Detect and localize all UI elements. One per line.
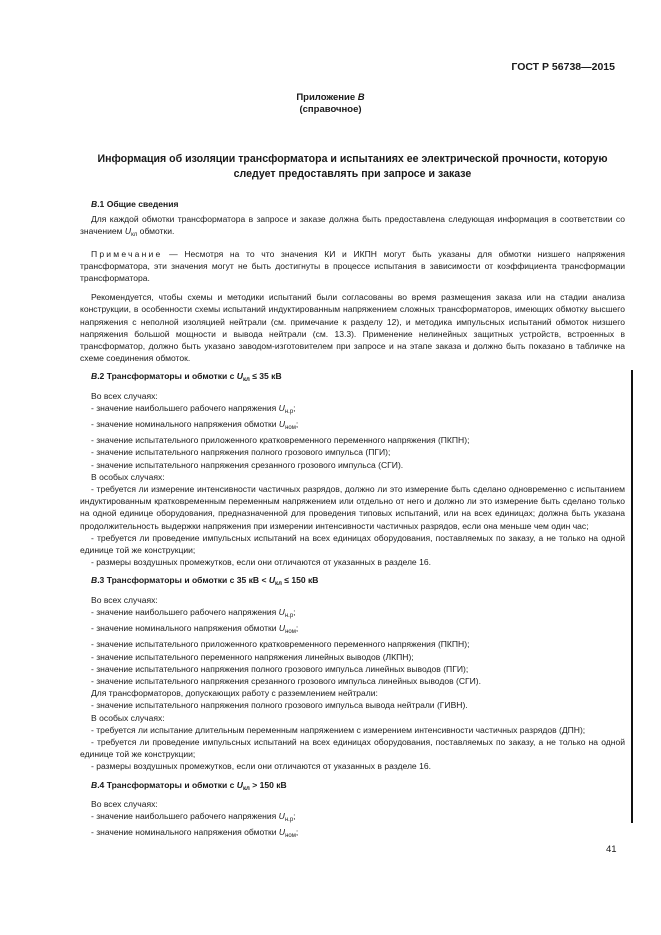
list-item bbox=[80, 810, 625, 826]
list-item bbox=[80, 606, 625, 622]
list-intro: Во всех случаях: bbox=[91, 594, 158, 605]
list-item bbox=[80, 402, 625, 418]
subscript: н.р bbox=[284, 816, 294, 823]
section-num: В bbox=[91, 779, 98, 790]
section-num: В bbox=[91, 371, 98, 382]
text: - значение номинального напряжения обмотки bbox=[91, 623, 279, 634]
text: ; bbox=[293, 810, 296, 821]
text: .2 Трансформаторы и обмотки с bbox=[97, 371, 237, 382]
list-intro: Во всех случаях: bbox=[91, 390, 158, 401]
symbol: U bbox=[278, 419, 286, 430]
change-bar bbox=[631, 370, 633, 823]
symbol: U bbox=[278, 810, 285, 821]
list-item: - значение испытательного приложенного кратковременного переменного напряжения (ПКПН); bbox=[91, 435, 470, 446]
list-item: - значение испытательного напряжения полного грозового импульса линейных выводов (ПГИ); bbox=[91, 663, 469, 674]
symbol: U bbox=[236, 779, 243, 790]
list-item: - значение испытательного напряжения полного грозового импульса вывода нейтрали (ГИВН). bbox=[91, 700, 468, 711]
section-b2-heading bbox=[80, 370, 625, 386]
text: > 150 кВ bbox=[249, 779, 287, 790]
subscript: кл bbox=[242, 377, 250, 384]
symbol: U bbox=[236, 371, 243, 382]
appendix-letter: В bbox=[357, 92, 365, 103]
text: ; bbox=[293, 606, 296, 617]
paragraph bbox=[80, 213, 625, 241]
text: ; bbox=[295, 623, 299, 634]
subscript: ном bbox=[285, 629, 296, 636]
list-item: - значение испытательного напряжения срезанного грозового импульса (СГИ). bbox=[91, 459, 404, 470]
list-intro: В особых случаях: bbox=[91, 712, 165, 723]
subscript: н.р bbox=[284, 612, 294, 619]
appendix-heading bbox=[0, 92, 661, 116]
list-item: - значение испытательного переменного напряжения линейных выводов (ЛКПН); bbox=[91, 651, 414, 662]
text: .3 Трансформаторы и обмотки с 35 кВ < bbox=[97, 575, 269, 586]
list-item: - значение испытательного напряжения срезанного грозового импульса линейных выводов (СГИ). bbox=[91, 675, 482, 686]
symbol: U bbox=[278, 827, 286, 838]
section-b4-heading bbox=[80, 779, 625, 795]
appendix-type: (справочное) bbox=[299, 104, 362, 115]
symbol: U bbox=[278, 623, 286, 634]
section-b3-heading bbox=[80, 574, 625, 590]
list-item: - значение испытательного напряжения полного грозового импульса (ПГИ); bbox=[91, 447, 391, 458]
text: - значение наибольшего рабочего напряжения bbox=[91, 606, 279, 617]
text: ≤ 150 кВ bbox=[281, 575, 319, 586]
document-header: ГОСТ Р 56738—2015 bbox=[511, 61, 615, 73]
list-item bbox=[80, 826, 625, 842]
text: - значение номинального напряжения обмотки bbox=[91, 419, 279, 430]
text: ≤ 35 кВ bbox=[249, 371, 282, 382]
list-item: - требуется ли проведение импульсных испытаний на всех единицах оборудования, поставляемых по заказу, а не только на одной единице той же конструкции; bbox=[80, 532, 625, 556]
list-item: - размеры воздушных промежутков, если они отличаются от указанных в разделе 16. bbox=[91, 761, 431, 772]
paragraph: Рекомендуется, чтобы схемы и методики испытаний были согласованы во время размещения заказа или на стадии анализа конструкции, в особенности схемы испытаний индуктированным напряжением сложных трансформаторов, имеющих обмотку высшего напряжения с неполной изоляцией нейтрали (см. примечание к разделу 12), и методика импульсных испытаний обмоток низшего напряжения большой мощности и вывода нейтрали (см. 13.3). Применение нелинейных защитных устройств, встроенных в трансформатор, должно быть указано заводом-изготовителем при запросе и на этапе заказа и должно быть показано в табличке на схеме соединения обмоток. bbox=[80, 292, 625, 364]
section-b1-heading bbox=[80, 198, 625, 210]
subscript: н.р bbox=[284, 408, 294, 415]
subscript: ном bbox=[285, 833, 296, 840]
subscript: ном bbox=[285, 425, 296, 432]
note bbox=[80, 248, 625, 285]
text: Для каждой обмотки трансформатора в запросе и заказе должна быть предоставлена следующая информация в соответствии со значением bbox=[80, 214, 625, 237]
symbol: U bbox=[124, 226, 132, 237]
text: - значение наибольшего рабочего напряжения bbox=[91, 402, 279, 413]
list-item: - размеры воздушных промежутков, если они отличаются от указанных в разделе 16. bbox=[91, 557, 431, 568]
list-item: - требуется ли проведение импульсных испытаний на всех единицах оборудования, поставляемых по заказу, а не только на одной единице той же конструкции; bbox=[80, 736, 625, 760]
subscript: кл bbox=[275, 581, 282, 588]
list-item bbox=[80, 418, 625, 434]
list-item: - значение испытательного приложенного кратковременного переменного напряжения (ПКПН); bbox=[91, 639, 470, 650]
page-title: Информация об изоляции трансформатора и испытаниях ее электрической прочности, которую следует предоставлять при запросе и заказе bbox=[97, 153, 608, 180]
text: ; bbox=[293, 402, 296, 413]
symbol: U bbox=[278, 402, 285, 413]
list-item: - требуется ли испытание длительным переменным напряжением с измерением интенсивности частичных разрядов (ДПН); bbox=[91, 724, 586, 735]
list-item bbox=[80, 622, 625, 638]
text: ; bbox=[295, 419, 299, 430]
appendix-label bbox=[0, 92, 661, 104]
text: - значение наибольшего рабочего напряжения bbox=[91, 810, 279, 821]
list-intro: Для трансформаторов, допускающих работу с разземлением нейтрали: bbox=[91, 688, 378, 699]
section-num: В bbox=[91, 199, 98, 209]
text: - значение номинального напряжения обмотки bbox=[91, 827, 279, 838]
list-intro: Во всех случаях: bbox=[91, 798, 158, 809]
symbol: U bbox=[278, 606, 285, 617]
page-number: 41 bbox=[606, 844, 617, 855]
subscript: кл bbox=[242, 785, 250, 792]
symbol: U bbox=[268, 575, 276, 586]
note-label: Примечание bbox=[91, 248, 163, 259]
appendix-word: Приложение bbox=[296, 92, 358, 103]
list-intro: В особых случаях: bbox=[91, 471, 165, 482]
text: .4 Трансформаторы и обмотки с bbox=[97, 779, 237, 790]
text: ; bbox=[295, 827, 299, 838]
section-title: .1 Общие сведения bbox=[97, 199, 179, 209]
section-num: В bbox=[91, 575, 98, 586]
note-text: — Несмотря на то что значения КИ и ИКПН могут быть указаны для обмотки низшего напряжения трансформатора, эти значения могут не быть достигнуты в процессе испытания в зависимости от коэффициента трансформации трансформатора. bbox=[80, 248, 625, 284]
text: обмотки. bbox=[137, 226, 175, 237]
subscript: кл bbox=[131, 232, 138, 239]
document-body bbox=[80, 197, 625, 842]
list-item: - требуется ли измерение интенсивности частичных разрядов, должно ли это измерение быть сделано одновременно с испытанием индуктированным кратковременным переменным напряжением или отдельно от него и должно ли это измерение быть сделано только на одной единице оборудования, предназначенной для проведения типовых испытаний, или на всех единицах; должна быть указана продолжительность выдержки напряжения при измерении интенсивности частичных разрядов, если она меньше чем один час; bbox=[80, 484, 625, 531]
